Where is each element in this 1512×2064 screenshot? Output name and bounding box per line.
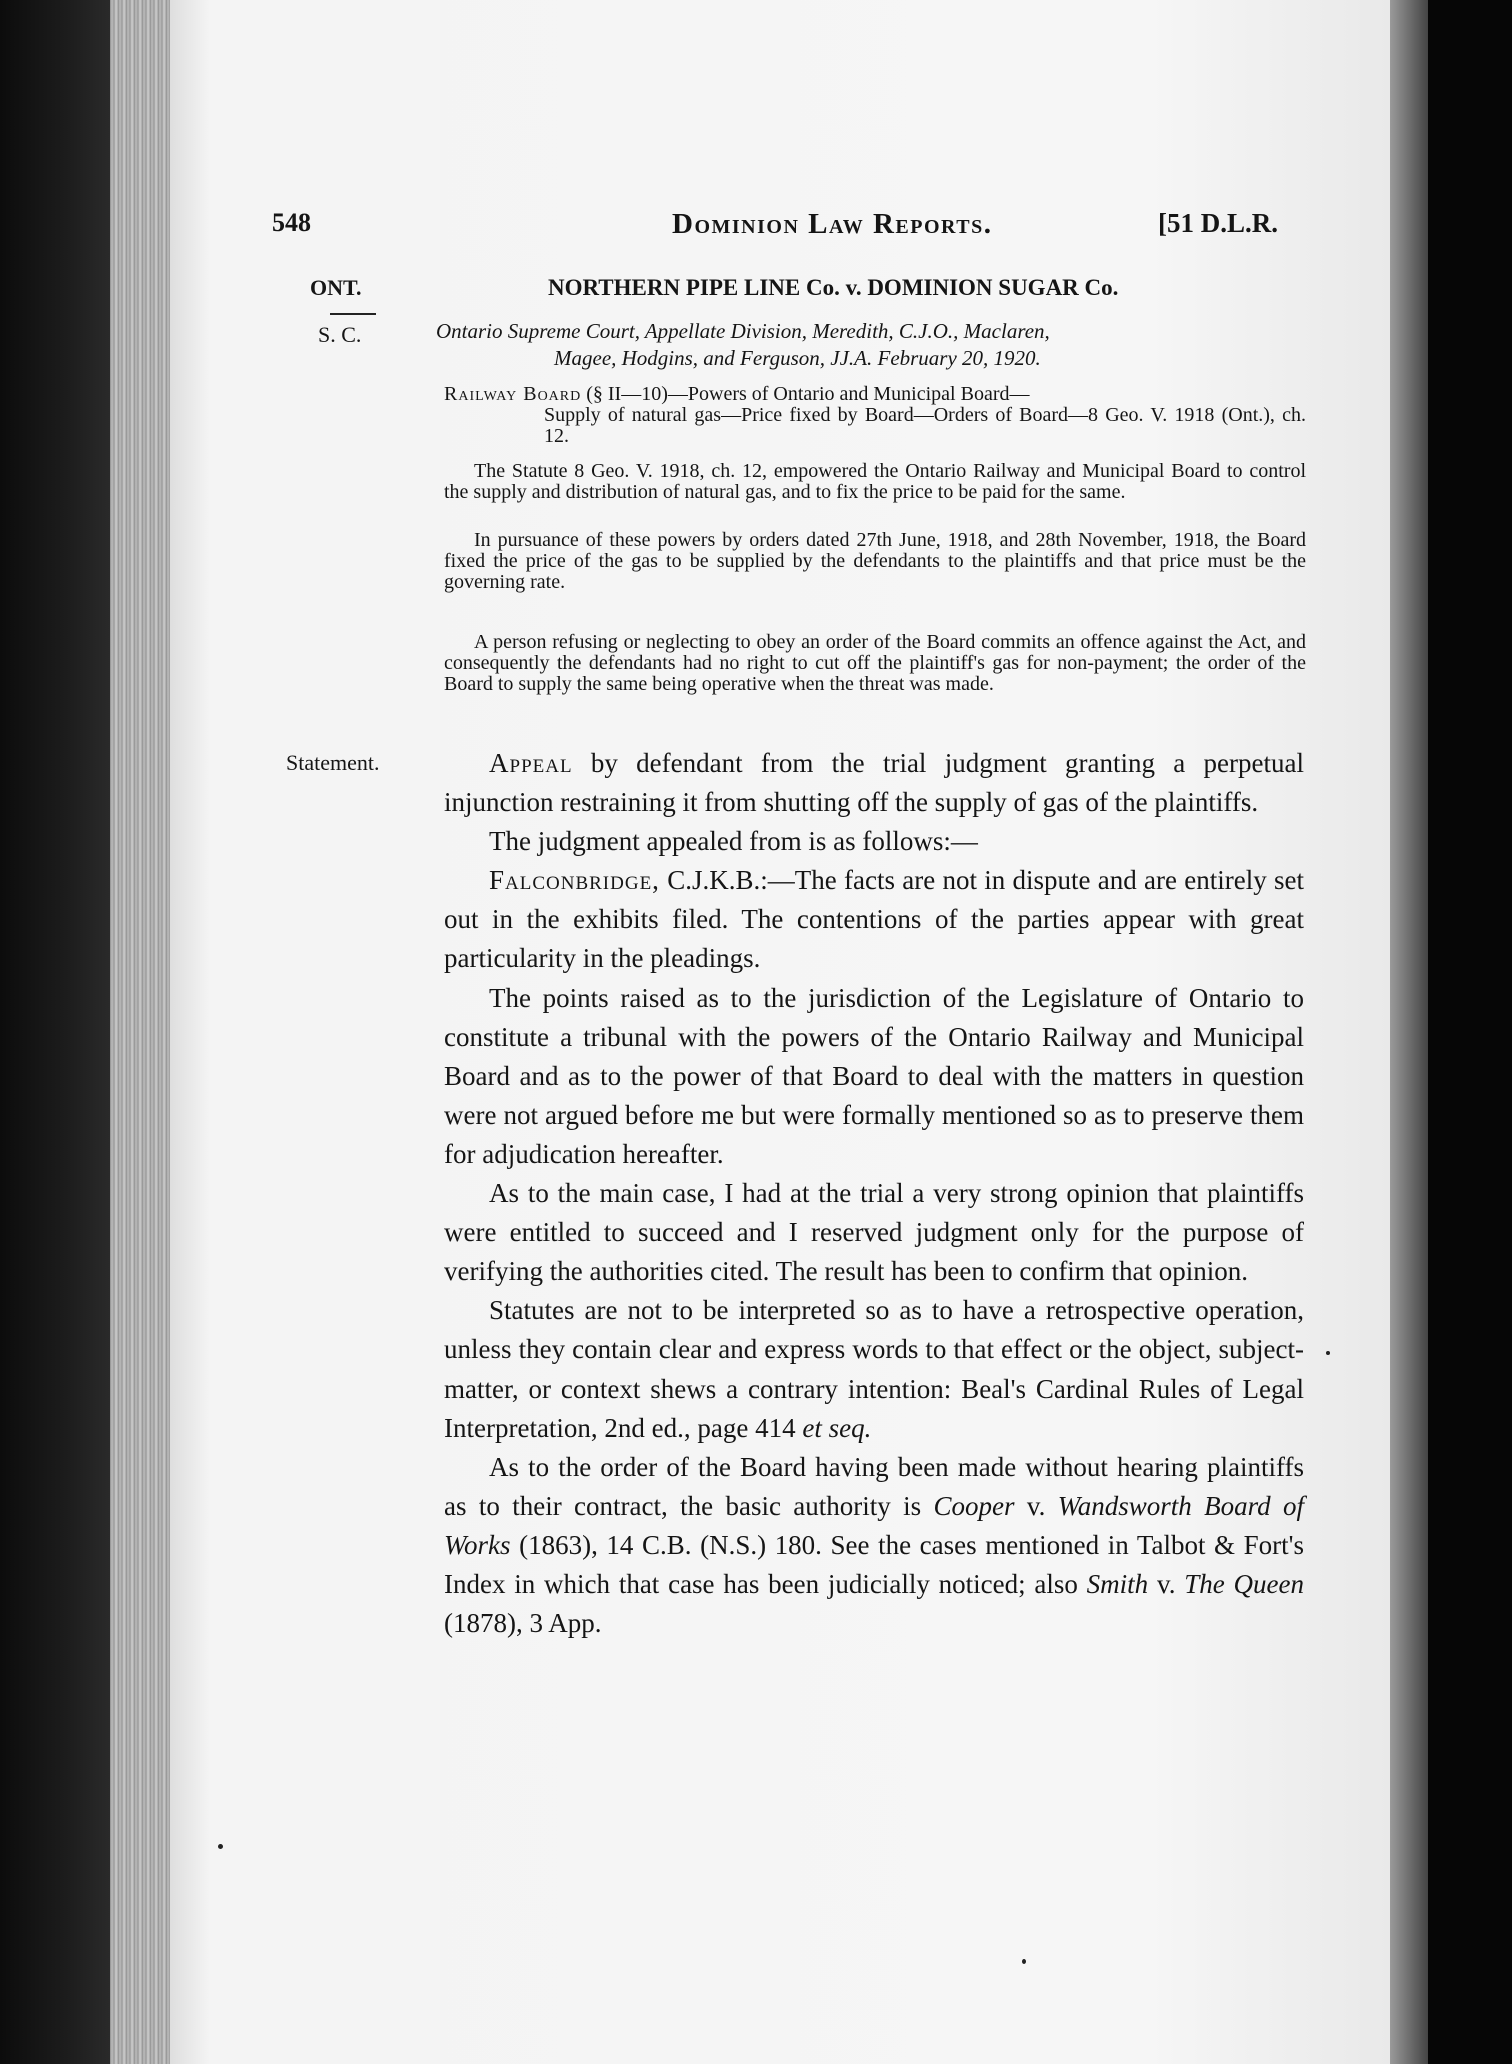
court-line-1: Ontario Supreme Court, Appellate Division, Meredith, C.J.O., Maclaren,	[436, 319, 1050, 343]
running-head: Dominion Law Reports.	[672, 208, 993, 240]
print-speck	[1326, 1351, 1330, 1355]
appeal-lead: Appeal	[489, 748, 573, 778]
margin-court-label: ONT.	[310, 275, 362, 300]
body-paragraph-6: Statutes are not to be interpreted so as to have a retrospective operation, unless they contain clear and express words to that effect or the object, subject-matter, or context shews a contrary intention: Beal's Cardinal Rules of Legal Interpretation, 2nd ed., page 414 et seq.	[444, 1295, 1304, 1443]
body-paragraph-5: As to the main case, I had at the trial a very strong opinion that plaintiffs were entitled to succeed and I reserved judgment only for the purpose of verifying the authorities cited. The result has been to confirm that opinion.	[444, 1178, 1304, 1287]
case-citation: The Queen	[1184, 1568, 1305, 1599]
margin-divider	[330, 313, 376, 315]
court-line-2: Magee, Hodgins, and Ferguson, JJ.A. February 20, 1920.	[554, 346, 1041, 370]
headnote-paragraph-2: In pursuance of these powers by orders dated 27th June, 1918, and 28th November, 1918, the Board fixed the price of the gas to be supplied by the defendants to the plaintiffs and that price must be the governing rate.	[444, 529, 1306, 593]
headnote-paragraph-3: A person refusing or neglecting to obey an order of the Board commits an offence against the Act, and consequently the defendants had no right to cut off the plaintiff's gas for non-payment; the order of the Board to supply the same being operative when the threat was made.	[444, 631, 1306, 695]
page-gutter-shadow	[1390, 0, 1428, 2064]
body-paragraph-1: Appeal by defendant from the trial judgment granting a perpetual injunction restraining it from shutting off the supply of gas of the plaintiffs.	[444, 748, 1304, 818]
body-paragraph-3: Falconbridge, C.J.K.B.:—The facts are not in dispute and are entirely set out in the exhibits filed. The contentions of the parties appear with great particularity in the pleadings.	[444, 865, 1304, 974]
margin-statement-label: Statement.	[286, 750, 380, 775]
page-number: 548	[272, 208, 311, 237]
judge-name: Falconbridge,	[489, 865, 660, 896]
case-citation: Cooper	[933, 1490, 1015, 1521]
headnote-topic-line-2: Supply of natural gas—Price fixed by Board—Orders of Board—8 Geo. V. 1918 (Ont.), ch. 12.	[544, 404, 1306, 447]
body-paragraph-2: The judgment appealed from is as follows:—	[489, 826, 978, 857]
body-paragraph-7: As to the order of the Board having been made without hearing plaintiffs as to their contract, the basic authority is Cooper v. Wandsworth Board of Works (1863), 14 C.B. (N.S.) 180. See the cases mentioned in Talbot & Fort's Index in which that case has been judicially noticed; also Smith v. The Queen (1878), 3 App.	[444, 1451, 1305, 1639]
court-coram	[436, 318, 1306, 372]
print-speck	[218, 1844, 223, 1849]
case-citation: Smith	[1086, 1568, 1149, 1599]
case-citation: Wandsworth Board of Works	[444, 1490, 1304, 1560]
scan-right-background	[1428, 0, 1512, 2064]
headnote-paragraph-1: The Statute 8 Geo. V. 1918, ch. 12, empowered the Ontario Railway and Municipal Board to control the supply and distribution of natural gas, and to fix the price to be paid for the same.	[444, 460, 1306, 503]
print-speck	[1022, 1959, 1026, 1964]
body-paragraph-4: The points raised as to the jurisdiction of the Legislature of Ontario to constitute a tribunal with the powers of the Ontario Railway and Municipal Board and as to the power of that Board to deal with the matters in question were not argued before me but were formally mentioned so as to preserve them for adjudication hereafter.	[444, 982, 1304, 1169]
book-page-edges	[110, 0, 170, 2064]
scan-left-background	[0, 0, 110, 2064]
volume-reference: [51 D.L.R.	[1158, 208, 1278, 238]
margin-division-label: S. C.	[318, 322, 362, 347]
judgment-body	[444, 744, 1304, 1643]
headnote-topic	[444, 384, 1306, 447]
headnote-topic-line-1: (§ II—10)—Powers of Ontario and Municipal Board—	[586, 383, 1030, 405]
headnote-category: Railway Board	[444, 383, 582, 405]
case-title: NORTHERN PIPE LINE Co. v. DOMINION SUGAR Co.	[548, 275, 1119, 300]
